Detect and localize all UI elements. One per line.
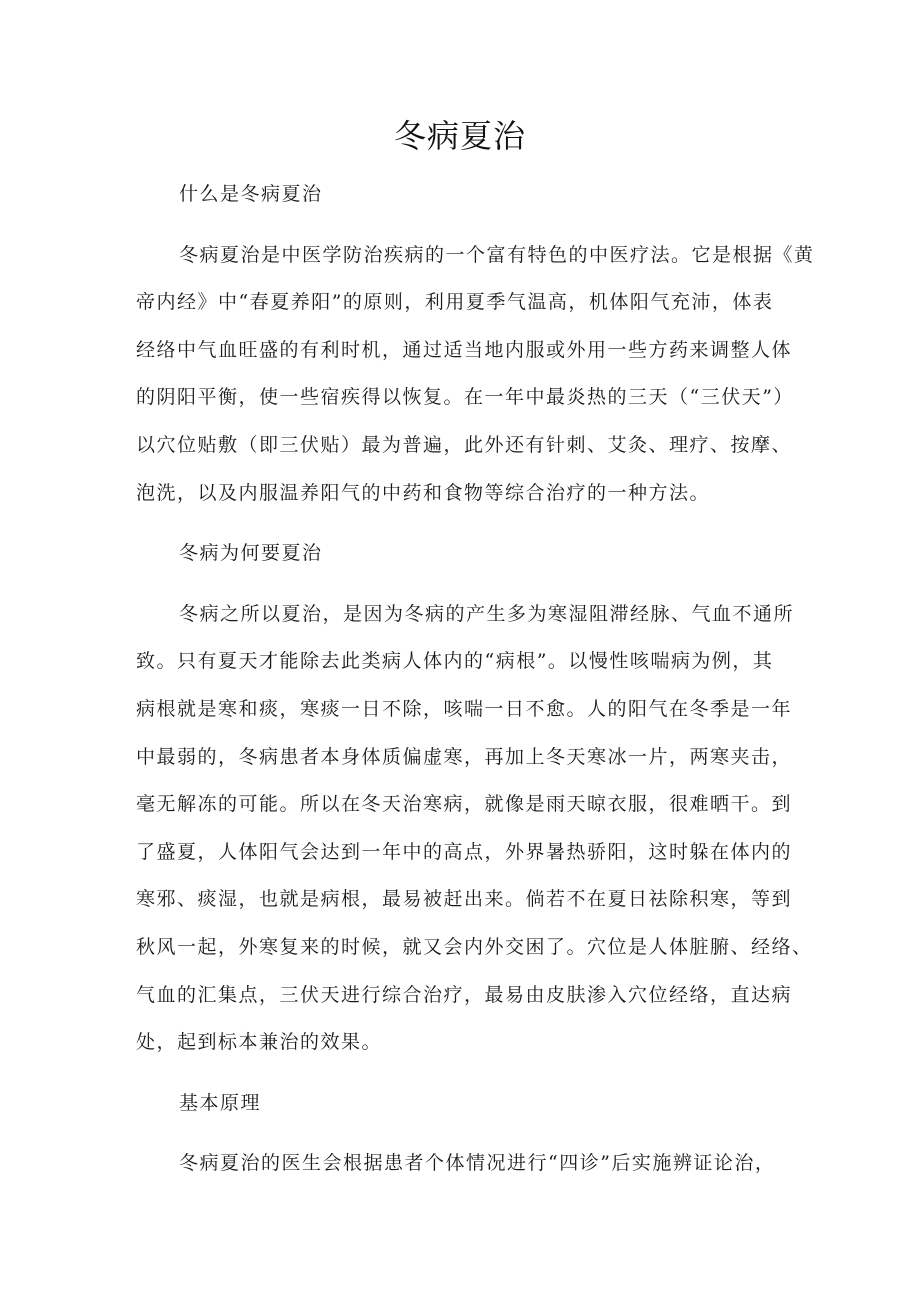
paragraph-line: 冬病夏治是中医学防治疾病的一个富有特色的中医疗法。它是根据《黄 [179,243,815,266]
paragraph-line: 秋风一起，外寒复来的时候，就又会内外交困了。穴位是人体脏腑、经络、 [136,935,813,958]
paragraph-gap [136,219,796,232]
paragraph-line: 泡洗，以及内服温养阳气的中药和食物等综合治疗的一种方法。 [136,481,711,504]
paragraph-gap [136,1067,796,1080]
paragraph-line: 冬病之所以夏治，是因为冬病的产生多为寒湿阻滞经脉、气血不通所 [179,602,795,625]
section-heading-what-is: 什么是冬病夏治 [179,183,323,205]
section-heading-principle: 基本原理 [179,1091,262,1114]
paragraph-gap [136,578,796,591]
paragraph-line: 寒邪、痰湿，也就是病根，最易被赶出来。倘若不在夏日祛除积寒，等到 [136,888,793,911]
page-title: 冬病夏治 [393,117,526,155]
paragraph-line: 致。只有夏天才能除去此类病人体内的“病根”。以慢性咳喘病为例，其 [136,650,774,673]
paragraph-line: 毫无解冻的可能。所以在冬天治寒病，就像是雨天晾衣服，很难晒干。到 [136,793,793,816]
paragraph-line: 中最弱的，冬病患者本身体质偏虚寒，再加上冬天寒冰一片，两寒夹击， [136,745,793,768]
paragraph-line: 帝内经》中“春夏养阳”的原则，利用夏季气温高，机体阳气充沛，体表 [136,291,774,314]
paragraph-what-is [136,232,815,518]
paragraph-line: 以穴位贴敷（即三伏贴）最为普遍，此外还有针刺、艾灸、理疗、按摩、 [136,433,793,456]
paragraph-line: 经络中气血旺盛的有利时机，通过适当地内服或外用一些方药来调整人体 [136,338,793,361]
paragraph-line: 冬病夏治的医生会根据患者个体情况进行“四诊”后实施辨证论治， [179,1152,776,1175]
document-body [136,171,815,1188]
paragraph-why-summer [136,591,813,1067]
paragraph-gap [136,517,796,530]
paragraph-line: 处，起到标本兼治的效果。 [136,1031,383,1054]
section-heading-why-summer: 冬病为何要夏治 [179,542,323,565]
paragraph-line: 了盛夏，人体阳气会达到一年中的高点，外界暑热骄阳，这时躲在体内的 [136,840,793,863]
paragraph-line: 的阴阳平衡，使一些宿疾得以恢复。在一年中最炎热的三天（“三伏天”） [136,386,794,409]
paragraph-line: 病根就是寒和痰，寒痰一日不除，咳喘一日不愈。人的阳气在冬季是一年 [136,697,793,720]
paragraph-gap [136,1127,796,1140]
paragraph-principle [136,1140,796,1188]
paragraph-line: 气血的汇集点，三伏天进行综合治疗，最易由皮肤渗入穴位经络，直达病 [136,983,793,1006]
